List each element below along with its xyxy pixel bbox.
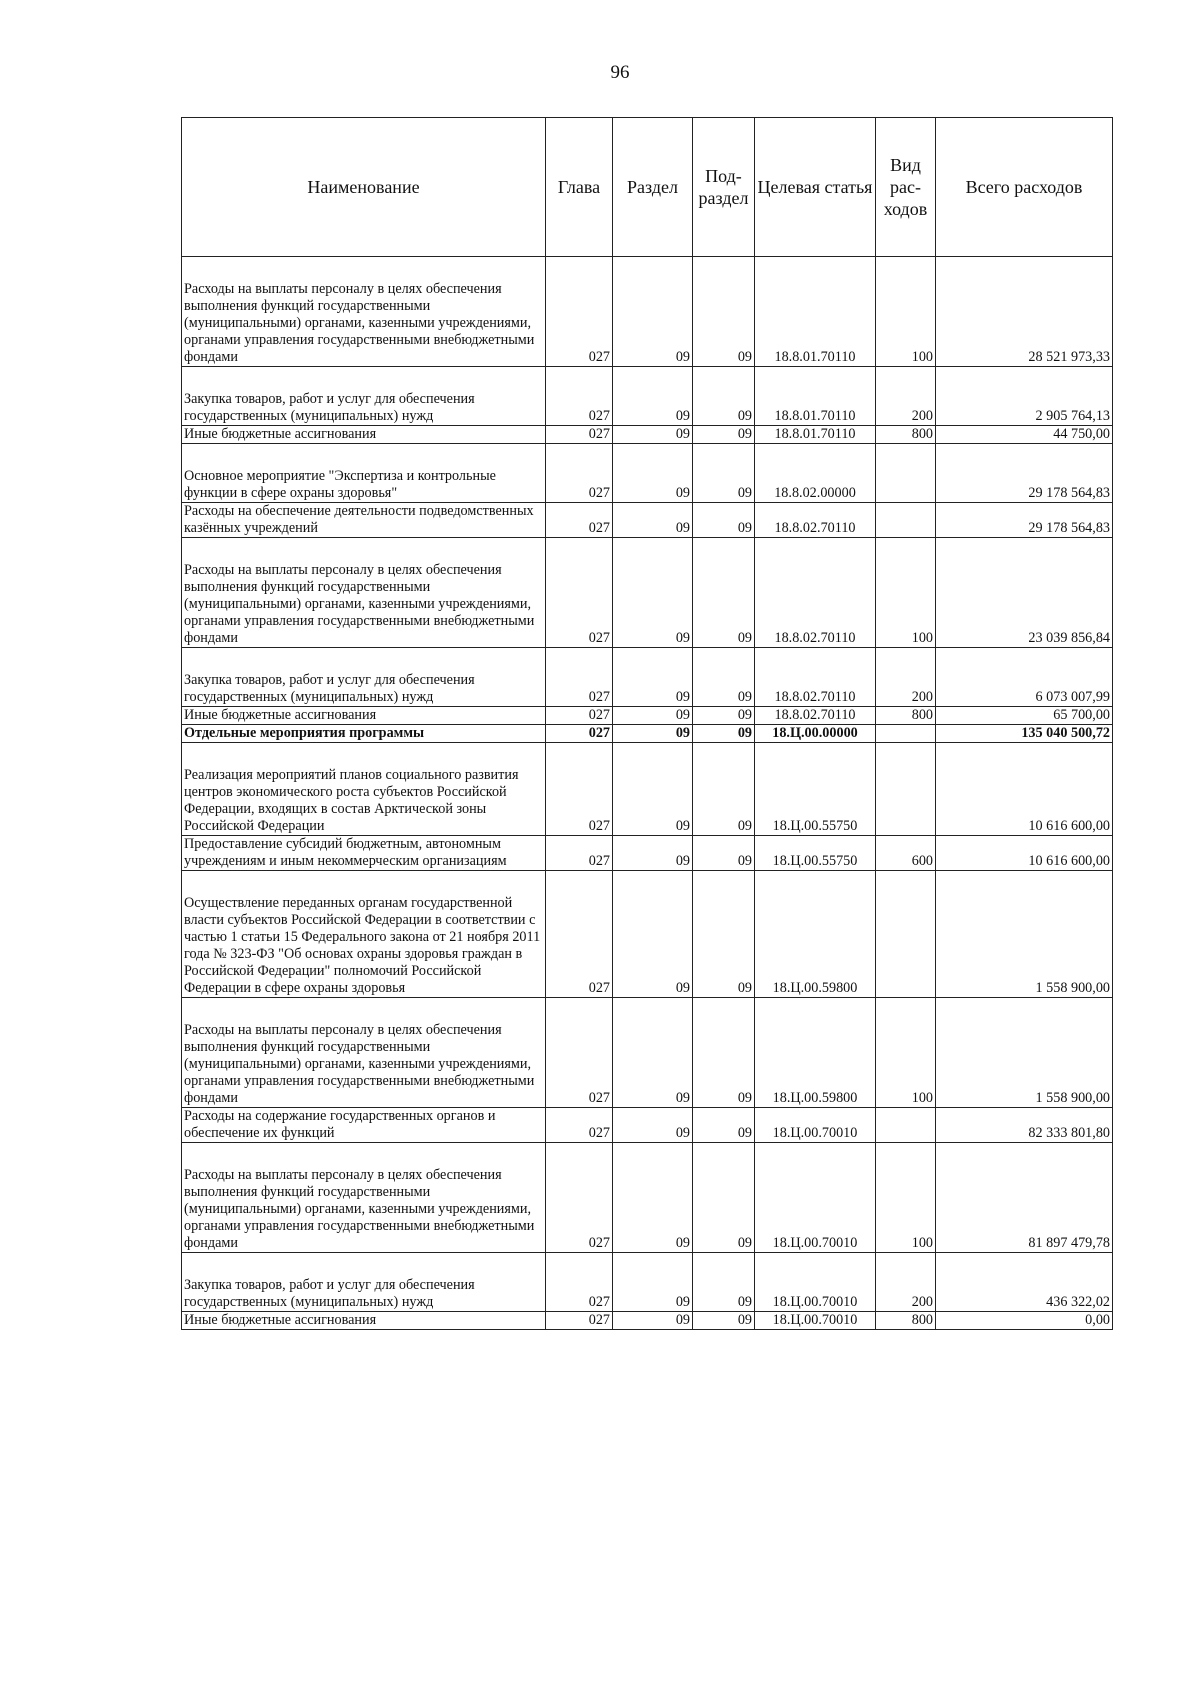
spacer-row — [182, 538, 1113, 563]
cell-total: 82 333 801,80 — [936, 1108, 1113, 1143]
table-body — [182, 257, 1113, 1330]
header-vid-rashodov: Вид рас-ходов — [876, 118, 936, 257]
spacer-cell — [613, 743, 693, 768]
cell-name: Расходы на содержание государственных органов и обеспечение их функций — [182, 1108, 546, 1143]
cell-vid-rashodov: 800 — [876, 426, 936, 444]
cell-glava: 027 — [546, 672, 613, 707]
spacer-cell — [693, 444, 755, 469]
cell-name: Закупка товаров, работ и услуг для обеспечения государственных (муниципальных) нужд — [182, 1277, 546, 1312]
cell-vid-rashodov — [876, 468, 936, 503]
cell-celevaya-statya: 18.Ц.00.59800 — [755, 895, 876, 998]
table-row — [182, 672, 1113, 707]
spacer-cell — [755, 743, 876, 768]
cell-podrazdel: 09 — [693, 836, 755, 871]
cell-vid-rashodov: 200 — [876, 391, 936, 426]
spacer-row — [182, 257, 1113, 282]
spacer-cell — [755, 1143, 876, 1168]
spacer-cell — [876, 1253, 936, 1278]
cell-name: Закупка товаров, работ и услуг для обеспечения государственных (муниципальных) нужд — [182, 672, 546, 707]
table-row — [182, 1277, 1113, 1312]
cell-name: Расходы на выплаты персоналу в целях обеспечения выполнения функций государственными (муниципальными) органами, казенными учреждениями, органами управления государственными внебюджетными фондами — [182, 562, 546, 648]
cell-total: 1 558 900,00 — [936, 1022, 1113, 1108]
cell-name: Закупка товаров, работ и услуг для обеспечения государственных (муниципальных) нужд — [182, 391, 546, 426]
spacer-cell — [182, 743, 546, 768]
spacer-cell — [876, 1143, 936, 1168]
cell-name: Основное мероприятие "Экспертиза и контрольные функции в сфере охраны здоровья" — [182, 468, 546, 503]
cell-name: Осуществление переданных органам государственной власти субъектов Российской Федерации в соответствии с частью 1 статьи 15 Федерального закона от 21 ноября 2011 года № 323-ФЗ "Об основах охраны здоровья граждан в Российской Федерации" полномочий Российской Федерации в сфере охраны здоровья — [182, 895, 546, 998]
table-row — [182, 1022, 1113, 1108]
cell-total: 6 073 007,99 — [936, 672, 1113, 707]
cell-podrazdel: 09 — [693, 672, 755, 707]
cell-celevaya-statya: 18.8.01.70110 — [755, 426, 876, 444]
spacer-cell — [755, 1253, 876, 1278]
cell-celevaya-statya: 18.Ц.00.55750 — [755, 836, 876, 871]
spacer-cell — [876, 648, 936, 673]
spacer-cell — [613, 367, 693, 392]
spacer-cell — [613, 1143, 693, 1168]
cell-podrazdel: 09 — [693, 1277, 755, 1312]
spacer-cell — [693, 743, 755, 768]
table-row — [182, 503, 1113, 538]
table-row — [182, 281, 1113, 367]
spacer-row — [182, 367, 1113, 392]
cell-razdel: 09 — [613, 1022, 693, 1108]
spacer-cell — [876, 998, 936, 1023]
spacer-cell — [546, 871, 613, 896]
spacer-cell — [936, 538, 1113, 563]
spacer-cell — [613, 538, 693, 563]
cell-glava: 027 — [546, 707, 613, 725]
cell-razdel: 09 — [613, 895, 693, 998]
spacer-row — [182, 998, 1113, 1023]
spacer-cell — [182, 648, 546, 673]
cell-total: 2 905 764,13 — [936, 391, 1113, 426]
spacer-cell — [693, 1143, 755, 1168]
cell-total: 44 750,00 — [936, 426, 1113, 444]
cell-celevaya-statya: 18.Ц.00.70010 — [755, 1108, 876, 1143]
cell-razdel: 09 — [613, 468, 693, 503]
cell-total: 81 897 479,78 — [936, 1167, 1113, 1253]
spacer-cell — [936, 1253, 1113, 1278]
cell-name: Реализация мероприятий планов социального развития центров экономического роста субъектов Российской Федерации, входящих в состав Арктической зоны Российской Федерации — [182, 767, 546, 836]
spacer-cell — [936, 444, 1113, 469]
table-row — [182, 1312, 1113, 1330]
cell-razdel: 09 — [613, 1277, 693, 1312]
cell-name: Расходы на выплаты персоналу в целях обеспечения выполнения функций государственными (муниципальными) органами, казенными учреждениями, органами управления государственными внебюджетными фондами — [182, 1022, 546, 1108]
spacer-cell — [613, 871, 693, 896]
cell-total: 10 616 600,00 — [936, 767, 1113, 836]
spacer-cell — [546, 538, 613, 563]
spacer-cell — [546, 648, 613, 673]
cell-vid-rashodov — [876, 767, 936, 836]
spacer-cell — [693, 1253, 755, 1278]
spacer-cell — [876, 743, 936, 768]
cell-razdel: 09 — [613, 503, 693, 538]
spacer-cell — [182, 257, 546, 282]
header-podrazdel: Под-раздел — [693, 118, 755, 257]
cell-vid-rashodov: 100 — [876, 1022, 936, 1108]
header-glava: Глава — [546, 118, 613, 257]
cell-podrazdel: 09 — [693, 562, 755, 648]
spacer-cell — [936, 648, 1113, 673]
table-row — [182, 468, 1113, 503]
cell-podrazdel: 09 — [693, 426, 755, 444]
page-number: 96 — [610, 62, 630, 83]
cell-razdel: 09 — [613, 281, 693, 367]
header-celevaya-statya: Целевая статья — [755, 118, 876, 257]
spacer-cell — [693, 538, 755, 563]
cell-glava: 027 — [546, 281, 613, 367]
spacer-cell — [693, 871, 755, 896]
spacer-cell — [936, 257, 1113, 282]
cell-celevaya-statya: 18.8.02.00000 — [755, 468, 876, 503]
spacer-row — [182, 444, 1113, 469]
cell-name: Расходы на обеспечение деятельности подведомственных казённых учреждений — [182, 503, 546, 538]
cell-razdel: 09 — [613, 672, 693, 707]
cell-total: 28 521 973,33 — [936, 281, 1113, 367]
cell-podrazdel: 09 — [693, 767, 755, 836]
cell-total: 29 178 564,83 — [936, 503, 1113, 538]
cell-glava: 027 — [546, 1277, 613, 1312]
cell-vid-rashodov — [876, 895, 936, 998]
cell-celevaya-statya: 18.Ц.00.55750 — [755, 767, 876, 836]
cell-total: 23 039 856,84 — [936, 562, 1113, 648]
spacer-row — [182, 1253, 1113, 1278]
cell-podrazdel: 09 — [693, 1022, 755, 1108]
cell-razdel: 09 — [613, 767, 693, 836]
spacer-cell — [182, 444, 546, 469]
spacer-cell — [613, 444, 693, 469]
spacer-cell — [182, 367, 546, 392]
cell-podrazdel: 09 — [693, 281, 755, 367]
cell-vid-rashodov — [876, 503, 936, 538]
cell-total: 1 558 900,00 — [936, 895, 1113, 998]
cell-vid-rashodov: 100 — [876, 1167, 936, 1253]
spacer-cell — [613, 998, 693, 1023]
spacer-cell — [876, 257, 936, 282]
table-row — [182, 1108, 1113, 1143]
spacer-cell — [182, 538, 546, 563]
cell-name: Расходы на выплаты персоналу в целях обеспечения выполнения функций государственными (муниципальными) органами, казенными учреждениями, органами управления государственными внебюджетными фондами — [182, 1167, 546, 1253]
cell-name: Иные бюджетные ассигнования — [182, 1312, 546, 1330]
table-row — [182, 725, 1113, 743]
cell-razdel: 09 — [613, 725, 693, 743]
spacer-row — [182, 1143, 1113, 1168]
cell-razdel: 09 — [613, 707, 693, 725]
cell-celevaya-statya: 18.Ц.00.70010 — [755, 1312, 876, 1330]
spacer-cell — [693, 998, 755, 1023]
spacer-cell — [182, 998, 546, 1023]
spacer-cell — [755, 648, 876, 673]
spacer-cell — [755, 538, 876, 563]
cell-vid-rashodov — [876, 725, 936, 743]
cell-total: 65 700,00 — [936, 707, 1113, 725]
spacer-cell — [546, 1143, 613, 1168]
spacer-cell — [693, 648, 755, 673]
spacer-cell — [546, 444, 613, 469]
cell-podrazdel: 09 — [693, 1312, 755, 1330]
cell-celevaya-statya: 18.8.01.70110 — [755, 391, 876, 426]
cell-name: Иные бюджетные ассигнования — [182, 426, 546, 444]
cell-podrazdel: 09 — [693, 1108, 755, 1143]
cell-glava: 027 — [546, 1167, 613, 1253]
cell-total: 10 616 600,00 — [936, 836, 1113, 871]
cell-celevaya-statya: 18.8.02.70110 — [755, 503, 876, 538]
spacer-cell — [755, 257, 876, 282]
spacer-cell — [613, 1253, 693, 1278]
cell-glava: 027 — [546, 1022, 613, 1108]
cell-glava: 027 — [546, 725, 613, 743]
spacer-cell — [693, 257, 755, 282]
spacer-cell — [936, 367, 1113, 392]
cell-razdel: 09 — [613, 1312, 693, 1330]
cell-glava: 027 — [546, 468, 613, 503]
cell-name: Иные бюджетные ассигнования — [182, 707, 546, 725]
cell-celevaya-statya: 18.Ц.00.70010 — [755, 1167, 876, 1253]
spacer-cell — [936, 1143, 1113, 1168]
cell-vid-rashodov: 600 — [876, 836, 936, 871]
cell-podrazdel: 09 — [693, 391, 755, 426]
cell-total: 436 322,02 — [936, 1277, 1113, 1312]
cell-celevaya-statya: 18.8.02.70110 — [755, 672, 876, 707]
spacer-cell — [546, 1253, 613, 1278]
cell-vid-rashodov: 200 — [876, 672, 936, 707]
cell-celevaya-statya: 18.Ц.00.59800 — [755, 1022, 876, 1108]
cell-total: 0,00 — [936, 1312, 1113, 1330]
table-row — [182, 895, 1113, 998]
spacer-cell — [876, 871, 936, 896]
cell-name: Предоставление субсидий бюджетным, автономным учреждениям и иным некоммерческим организациям — [182, 836, 546, 871]
cell-razdel: 09 — [613, 562, 693, 648]
cell-glava: 027 — [546, 767, 613, 836]
cell-vid-rashodov — [876, 1108, 936, 1143]
spacer-row — [182, 871, 1113, 896]
cell-glava: 027 — [546, 562, 613, 648]
budget-table — [181, 117, 1113, 1330]
cell-glava: 027 — [546, 503, 613, 538]
cell-vid-rashodov: 800 — [876, 707, 936, 725]
table-row — [182, 1167, 1113, 1253]
cell-glava: 027 — [546, 836, 613, 871]
spacer-cell — [182, 1143, 546, 1168]
spacer-cell — [936, 998, 1113, 1023]
spacer-cell — [755, 444, 876, 469]
cell-total: 29 178 564,83 — [936, 468, 1113, 503]
spacer-cell — [182, 871, 546, 896]
cell-total: 135 040 500,72 — [936, 725, 1113, 743]
cell-celevaya-statya: 18.Ц.00.70010 — [755, 1277, 876, 1312]
cell-glava: 027 — [546, 895, 613, 998]
spacer-cell — [755, 998, 876, 1023]
cell-celevaya-statya: 18.8.02.70110 — [755, 707, 876, 725]
spacer-cell — [936, 743, 1113, 768]
cell-razdel: 09 — [613, 426, 693, 444]
spacer-cell — [613, 257, 693, 282]
spacer-cell — [876, 444, 936, 469]
spacer-cell — [546, 257, 613, 282]
cell-glava: 027 — [546, 1312, 613, 1330]
spacer-row — [182, 743, 1113, 768]
spacer-cell — [936, 871, 1113, 896]
spacer-cell — [546, 743, 613, 768]
spacer-row — [182, 648, 1113, 673]
spacer-cell — [755, 871, 876, 896]
cell-razdel: 09 — [613, 836, 693, 871]
cell-glava: 027 — [546, 1108, 613, 1143]
cell-glava: 027 — [546, 391, 613, 426]
spacer-cell — [693, 367, 755, 392]
spacer-cell — [182, 1253, 546, 1278]
cell-vid-rashodov: 800 — [876, 1312, 936, 1330]
cell-podrazdel: 09 — [693, 895, 755, 998]
cell-name: Отдельные мероприятия программы — [182, 725, 546, 743]
table-row — [182, 836, 1113, 871]
cell-podrazdel: 09 — [693, 1167, 755, 1253]
cell-celevaya-statya: 18.Ц.00.00000 — [755, 725, 876, 743]
table-row — [182, 562, 1113, 648]
cell-razdel: 09 — [613, 1108, 693, 1143]
table-header — [182, 118, 1113, 257]
cell-celevaya-statya: 18.8.01.70110 — [755, 281, 876, 367]
spacer-cell — [876, 538, 936, 563]
table-row — [182, 391, 1113, 426]
table-row — [182, 426, 1113, 444]
cell-vid-rashodov: 100 — [876, 562, 936, 648]
cell-podrazdel: 09 — [693, 725, 755, 743]
spacer-cell — [546, 367, 613, 392]
cell-podrazdel: 09 — [693, 503, 755, 538]
cell-razdel: 09 — [613, 391, 693, 426]
spacer-cell — [876, 367, 936, 392]
spacer-cell — [613, 648, 693, 673]
cell-glava: 027 — [546, 426, 613, 444]
spacer-cell — [755, 367, 876, 392]
table-row — [182, 707, 1113, 725]
cell-name: Расходы на выплаты персоналу в целях обеспечения выполнения функций государственными (муниципальными) органами, казенными учреждениями, органами управления государственными внебюджетными фондами — [182, 281, 546, 367]
cell-podrazdel: 09 — [693, 468, 755, 503]
cell-celevaya-statya: 18.8.02.70110 — [755, 562, 876, 648]
header-razdel: Раздел — [613, 118, 693, 257]
header-name: Наименование — [182, 118, 546, 257]
spacer-cell — [546, 998, 613, 1023]
header-total: Всего расходов — [936, 118, 1113, 257]
cell-vid-rashodov: 200 — [876, 1277, 936, 1312]
table-row — [182, 767, 1113, 836]
cell-razdel: 09 — [613, 1167, 693, 1253]
cell-vid-rashodov: 100 — [876, 281, 936, 367]
cell-podrazdel: 09 — [693, 707, 755, 725]
